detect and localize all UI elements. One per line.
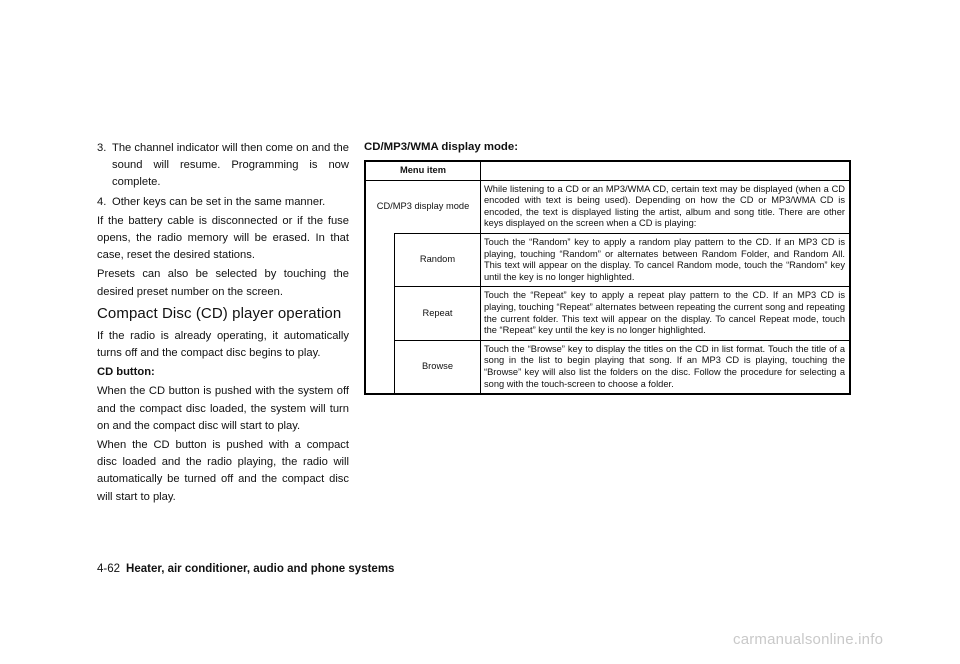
- menu-table: [364, 160, 851, 395]
- menu-description: Touch the “Browse” key to display the titles on the CD in list format. Touch the title of a song in the list to begin playing that song. If an MP3 CD is playing, touching the “Browse” key will also list the folders on the disc. Follow the procedure for selecting a song with the touch-screen to choose a folder.: [481, 340, 851, 394]
- display-mode-heading: CD/MP3/WMA display mode:: [364, 141, 518, 153]
- indent-cell: [365, 233, 395, 394]
- menu-label: CD/MP3 display mode: [365, 180, 481, 233]
- left-column: [97, 140, 349, 508]
- section-title: Compact Disc (CD) player operation: [97, 304, 342, 322]
- header-empty-cell: [481, 161, 851, 180]
- table-row: [365, 180, 850, 233]
- paragraph-presets: Presets can also be selected by touching the desired preset number on the screen.: [97, 268, 349, 298]
- watermark: carmanualsonline.info: [733, 631, 884, 648]
- menu-description: While listening to a CD or an MP3/WMA CD, certain text may be displayed (when a CD encoded with text is being used). Depending on how the CD or MP3/WMA CD is encoded, the text is displayed listing the artist, album and song title. There are other keys displayed on the screen when a CD is playing:: [481, 180, 851, 233]
- table-row: [365, 340, 850, 394]
- paragraph-system-off: When the CD button is pushed with the system off and the compact disc loaded, the system will turn on and the compact disc will start to play.: [97, 385, 349, 432]
- page-number: 4-62: [97, 563, 121, 575]
- menu-label: Browse: [395, 340, 481, 394]
- menu-label: Repeat: [395, 287, 481, 340]
- paragraph-radio-operating: If the radio is already operating, it automatically turns off and the compact disc begins to play.: [97, 329, 349, 360]
- list-number: 3.: [97, 142, 107, 154]
- paragraph-radio-playing: When the CD button is pushed with a compact disc loaded and the radio playing, the radio will automatically be turned off and the compact disc will start to play.: [97, 439, 349, 503]
- list-item-4: [97, 194, 349, 211]
- page-footer: [97, 562, 394, 576]
- cd-button-heading: CD button:: [97, 366, 155, 379]
- menu-label: Random: [395, 233, 481, 286]
- menu-description: Touch the “Repeat” key to apply a repeat play pattern to the CD. If an MP3 CD is playing, touching “Repeat” alternates between repeating the current song and repeating the current folder. This text will appear on the display. To cancel Repeat mode, touch the “Repeat” key until the key is no longer highlighted.: [481, 287, 851, 340]
- table-row: [365, 287, 850, 340]
- list-item-3: [97, 140, 349, 192]
- list-text: The channel indicator will then come on and the sound will resume. Programming is now complete.: [112, 142, 349, 189]
- menu-item-header: Menu item: [365, 161, 481, 180]
- table-header-row: [365, 161, 850, 180]
- list-text: Other keys can be set in the same manner.: [112, 195, 326, 208]
- table-row: [365, 233, 850, 286]
- list-number: 4.: [97, 195, 107, 208]
- right-column: [364, 140, 852, 395]
- footer-title: Heater, air conditioner, audio and phone systems: [126, 563, 395, 575]
- menu-description: Touch the “Random” key to apply a random play pattern to the CD. If an MP3 CD is playing, touching “Random” or alternates between Random Folder, and Random All. This text will appear on the display. To cancel Random mode, touch the “Random” key until the key is no longer highlighted.: [481, 233, 851, 286]
- paragraph-battery: If the battery cable is disconnected or if the fuse opens, the radio memory will be erased. In that case, reset the desired stations.: [97, 214, 349, 262]
